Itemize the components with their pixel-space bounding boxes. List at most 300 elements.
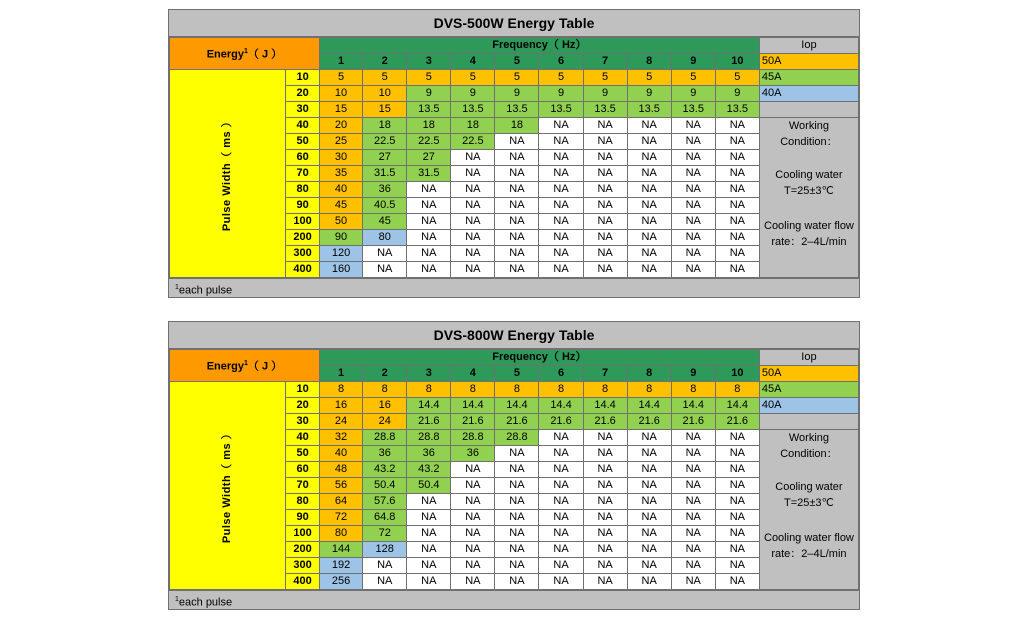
energy-cell: NA — [627, 558, 671, 574]
pulse-width-value: 10 — [286, 70, 319, 86]
working-condition-label: Working Condition： — [780, 120, 838, 148]
frequency-value: 2 — [363, 366, 407, 382]
energy-cell: NA — [627, 462, 671, 478]
energy-cell: 13.5 — [715, 102, 759, 118]
frequency-value: 2 — [363, 54, 407, 70]
energy-cell: 14.4 — [539, 398, 583, 414]
energy-cell: 21.6 — [671, 414, 715, 430]
energy-cell: 16 — [319, 398, 362, 414]
energy-cell: NA — [407, 542, 451, 558]
energy-cell: NA — [407, 198, 451, 214]
pulse-width-header — [170, 70, 286, 278]
energy-cell: NA — [627, 246, 671, 262]
energy-cell: 50 — [319, 214, 362, 230]
energy-cell: NA — [495, 526, 539, 542]
energy-cell: 24 — [363, 414, 407, 430]
energy-cell: 9 — [451, 86, 495, 102]
energy-cell: 10 — [363, 86, 407, 102]
pulse-width-value: 200 — [286, 230, 319, 246]
energy-cell: NA — [583, 166, 627, 182]
energy-cell: 14.4 — [715, 398, 759, 414]
cooling-flow-rate-label: rate：2–4L/min — [771, 236, 847, 248]
energy-cell: 48 — [319, 462, 362, 478]
energy-cell: 28.8 — [363, 430, 407, 446]
energy-cell: 8 — [583, 382, 627, 398]
energy-cell: NA — [583, 510, 627, 526]
energy-cell: NA — [583, 526, 627, 542]
energy-cell: NA — [715, 166, 759, 182]
energy-cell: NA — [451, 542, 495, 558]
energy-cell: NA — [627, 182, 671, 198]
energy-cell: NA — [539, 182, 583, 198]
table-row — [170, 70, 859, 86]
energy-cell: NA — [539, 134, 583, 150]
energy-cell: NA — [715, 246, 759, 262]
frequency-value: 3 — [407, 54, 451, 70]
cooling-temp-label: T=25±3℃ — [783, 497, 834, 509]
energy-cell: NA — [583, 542, 627, 558]
energy-cell: NA — [495, 558, 539, 574]
energy-cell: 21.6 — [451, 414, 495, 430]
energy-cell: 9 — [407, 86, 451, 102]
energy-cell: 5 — [363, 70, 407, 86]
cooling-flow-label: Cooling water flow — [764, 220, 854, 232]
table-title: DVS-500W Energy Table — [169, 10, 859, 37]
energy-grid — [169, 349, 859, 590]
energy-cell: 21.6 — [539, 414, 583, 430]
energy-cell: NA — [539, 214, 583, 230]
pulse-width-value: 300 — [286, 558, 319, 574]
energy-cell: NA — [451, 230, 495, 246]
energy-cell: 13.5 — [407, 102, 451, 118]
pulse-width-value: 90 — [286, 510, 319, 526]
working-condition-panel — [759, 118, 858, 278]
pulse-width-value: 30 — [286, 102, 319, 118]
energy-cell: 64.8 — [363, 510, 407, 526]
energy-cell: 21.6 — [627, 414, 671, 430]
pulse-width-label: Pulse Width（ ms ） — [221, 115, 234, 232]
energy-cell: NA — [539, 230, 583, 246]
energy-cell: NA — [495, 494, 539, 510]
energy-cell: 15 — [363, 102, 407, 118]
pulse-width-value: 100 — [286, 214, 319, 230]
energy-cell: NA — [715, 446, 759, 462]
energy-unit: （ J ） — [247, 360, 283, 373]
energy-cell: NA — [539, 574, 583, 590]
energy-cell: 36 — [363, 446, 407, 462]
iop-header: Iop — [759, 350, 858, 366]
energy-cell: NA — [495, 574, 539, 590]
energy-grid — [169, 37, 859, 278]
energy-cell: NA — [715, 214, 759, 230]
energy-cell: 13.5 — [495, 102, 539, 118]
energy-cell: NA — [627, 134, 671, 150]
energy-cell: NA — [495, 510, 539, 526]
energy-cell: NA — [495, 182, 539, 198]
energy-cell: 80 — [319, 526, 362, 542]
energy-cell: 22.5 — [451, 134, 495, 150]
energy-cell: NA — [539, 118, 583, 134]
energy-cell: NA — [627, 214, 671, 230]
energy-cell: NA — [671, 574, 715, 590]
energy-cell: 8 — [715, 382, 759, 398]
energy-cell: NA — [627, 262, 671, 278]
energy-cell: 30 — [319, 150, 362, 166]
energy-cell: 14.4 — [451, 398, 495, 414]
pulse-width-value: 10 — [286, 382, 319, 398]
frequency-value: 6 — [539, 54, 583, 70]
energy-cell: NA — [451, 150, 495, 166]
energy-cell: NA — [495, 462, 539, 478]
energy-cell: 50.4 — [363, 478, 407, 494]
energy-cell: NA — [407, 558, 451, 574]
energy-cell: NA — [495, 246, 539, 262]
energy-cell: 35 — [319, 166, 362, 182]
energy-cell: NA — [583, 134, 627, 150]
pulse-width-value: 20 — [286, 86, 319, 102]
legend-40a: 40A — [759, 398, 858, 414]
energy-cell: NA — [363, 558, 407, 574]
energy-cell: 24 — [319, 414, 362, 430]
energy-cell: 45 — [363, 214, 407, 230]
energy-cell: NA — [671, 246, 715, 262]
footnote — [169, 590, 859, 609]
energy-cell: NA — [583, 494, 627, 510]
energy-cell: 40 — [319, 446, 362, 462]
frequency-value: 9 — [671, 366, 715, 382]
energy-cell: 128 — [363, 542, 407, 558]
energy-cell: NA — [539, 262, 583, 278]
energy-cell: 13.5 — [539, 102, 583, 118]
energy-cell: 20 — [319, 118, 362, 134]
pulse-width-value: 400 — [286, 262, 319, 278]
energy-cell: NA — [539, 166, 583, 182]
energy-cell: 36 — [407, 446, 451, 462]
energy-cell: 5 — [539, 70, 583, 86]
energy-cell: NA — [495, 262, 539, 278]
energy-cell: 32 — [319, 430, 362, 446]
energy-cell: 90 — [319, 230, 362, 246]
frequency-value: 3 — [407, 366, 451, 382]
energy-label: Energy — [206, 360, 244, 373]
frequency-value: 4 — [451, 366, 495, 382]
energy-cell: NA — [407, 510, 451, 526]
pulse-width-value: 60 — [286, 462, 319, 478]
frequency-value: 10 — [715, 366, 759, 382]
energy-cell: 8 — [495, 382, 539, 398]
energy-cell: NA — [583, 230, 627, 246]
energy-header — [170, 38, 320, 70]
pulse-width-value: 300 — [286, 246, 319, 262]
energy-cell: NA — [583, 150, 627, 166]
energy-cell: 14.4 — [583, 398, 627, 414]
energy-cell: 8 — [451, 382, 495, 398]
energy-cell: NA — [715, 134, 759, 150]
energy-cell: NA — [407, 246, 451, 262]
energy-cell: NA — [539, 198, 583, 214]
pulse-width-label: Pulse Width（ ms ） — [221, 427, 234, 544]
energy-cell: 5 — [627, 70, 671, 86]
energy-cell: 28.8 — [495, 430, 539, 446]
energy-cell: 13.5 — [627, 102, 671, 118]
energy-cell: NA — [451, 462, 495, 478]
energy-cell: NA — [539, 526, 583, 542]
energy-cell: NA — [627, 198, 671, 214]
energy-cell: 28.8 — [451, 430, 495, 446]
energy-cell: NA — [715, 462, 759, 478]
energy-cell: NA — [671, 494, 715, 510]
energy-cell: NA — [451, 574, 495, 590]
energy-cell: NA — [451, 510, 495, 526]
energy-cell: 18 — [451, 118, 495, 134]
energy-cell: NA — [583, 430, 627, 446]
energy-cell: NA — [407, 526, 451, 542]
energy-cell: 64 — [319, 494, 362, 510]
energy-cell: NA — [715, 478, 759, 494]
energy-cell: NA — [627, 526, 671, 542]
frequency-value: 6 — [539, 366, 583, 382]
energy-cell: NA — [671, 214, 715, 230]
energy-cell: NA — [715, 558, 759, 574]
cooling-flow-label: Cooling water flow — [764, 532, 854, 544]
energy-cell: NA — [627, 478, 671, 494]
side-spacer — [759, 414, 858, 430]
frequency-value: 4 — [451, 54, 495, 70]
energy-cell: NA — [451, 246, 495, 262]
energy-cell: NA — [671, 182, 715, 198]
frequency-value: 7 — [583, 366, 627, 382]
pulse-width-value: 80 — [286, 494, 319, 510]
cooling-temp-label: T=25±3℃ — [783, 185, 834, 197]
cooling-water-label: Cooling water — [775, 481, 843, 493]
footnote-marker: 1 — [244, 48, 248, 56]
energy-cell: NA — [671, 542, 715, 558]
energy-cell: 22.5 — [363, 134, 407, 150]
energy-cell: NA — [671, 510, 715, 526]
energy-cell: 40 — [319, 182, 362, 198]
energy-cell: NA — [671, 166, 715, 182]
frequency-value: 1 — [319, 366, 362, 382]
energy-cell: 9 — [539, 86, 583, 102]
header-row — [170, 350, 859, 366]
energy-cell: NA — [583, 118, 627, 134]
energy-cell: 9 — [583, 86, 627, 102]
energy-cell: 40.5 — [363, 198, 407, 214]
energy-cell: NA — [671, 262, 715, 278]
energy-cell: 57.6 — [363, 494, 407, 510]
cooling-flow-rate-label: rate：2–4L/min — [771, 548, 847, 560]
energy-cell: NA — [715, 494, 759, 510]
frequency-header: Frequency（ Hz） — [319, 350, 759, 366]
energy-cell: 8 — [407, 382, 451, 398]
header-row — [170, 38, 859, 54]
pulse-width-value: 70 — [286, 478, 319, 494]
energy-table-500w — [168, 9, 860, 298]
energy-cell: 9 — [627, 86, 671, 102]
cooling-water-label: Cooling water — [775, 169, 843, 181]
energy-cell: NA — [539, 542, 583, 558]
pulse-width-value: 100 — [286, 526, 319, 542]
pulse-width-value: 400 — [286, 574, 319, 590]
energy-cell: NA — [495, 446, 539, 462]
energy-cell: 192 — [319, 558, 362, 574]
footnote-marker: 1 — [175, 284, 179, 291]
energy-cell: 16 — [363, 398, 407, 414]
energy-cell: 27 — [363, 150, 407, 166]
footnote-text: each pulse — [178, 284, 233, 297]
energy-cell: 256 — [319, 574, 362, 590]
energy-cell: NA — [363, 574, 407, 590]
energy-cell: NA — [627, 574, 671, 590]
energy-cell: NA — [495, 166, 539, 182]
energy-cell: NA — [715, 182, 759, 198]
energy-cell: NA — [671, 230, 715, 246]
pulse-width-value: 30 — [286, 414, 319, 430]
frequency-value: 10 — [715, 54, 759, 70]
energy-cell: 13.5 — [583, 102, 627, 118]
energy-label: Energy — [206, 48, 244, 61]
energy-cell: NA — [451, 182, 495, 198]
pulse-width-value: 200 — [286, 542, 319, 558]
energy-cell: 9 — [671, 86, 715, 102]
energy-cell: NA — [583, 246, 627, 262]
energy-cell: 21.6 — [495, 414, 539, 430]
energy-cell: 18 — [407, 118, 451, 134]
legend-50a: 50A — [759, 54, 858, 70]
table-title: DVS-800W Energy Table — [169, 322, 859, 349]
legend-45a: 45A — [759, 382, 858, 398]
energy-cell: NA — [583, 446, 627, 462]
energy-cell: NA — [671, 134, 715, 150]
energy-cell: 5 — [407, 70, 451, 86]
energy-cell: NA — [627, 510, 671, 526]
footnote-marker: 1 — [175, 596, 179, 603]
energy-cell: 5 — [319, 70, 362, 86]
energy-cell: NA — [671, 198, 715, 214]
frequency-value: 8 — [627, 54, 671, 70]
working-condition-panel — [759, 430, 858, 590]
energy-cell: 43.2 — [407, 462, 451, 478]
pulse-width-value: 40 — [286, 118, 319, 134]
energy-cell: 9 — [715, 86, 759, 102]
energy-cell: NA — [627, 150, 671, 166]
energy-cell: 21.6 — [715, 414, 759, 430]
energy-cell: NA — [539, 462, 583, 478]
energy-cell: 21.6 — [583, 414, 627, 430]
legend-50a: 50A — [759, 366, 858, 382]
energy-cell: NA — [451, 526, 495, 542]
energy-cell: 56 — [319, 478, 362, 494]
frequency-value: 5 — [495, 366, 539, 382]
energy-cell: NA — [627, 430, 671, 446]
energy-cell: NA — [495, 198, 539, 214]
frequency-value: 8 — [627, 366, 671, 382]
energy-cell: NA — [495, 230, 539, 246]
energy-cell: 31.5 — [407, 166, 451, 182]
energy-cell: NA — [407, 494, 451, 510]
energy-cell: 5 — [671, 70, 715, 86]
energy-header — [170, 350, 320, 382]
energy-cell: 14.4 — [495, 398, 539, 414]
energy-cell: NA — [583, 198, 627, 214]
energy-cell: NA — [495, 542, 539, 558]
energy-cell: 28.8 — [407, 430, 451, 446]
legend-45a: 45A — [759, 70, 858, 86]
energy-cell: NA — [539, 246, 583, 262]
legend-40a: 40A — [759, 86, 858, 102]
energy-cell: NA — [583, 214, 627, 230]
energy-cell: 21.6 — [407, 414, 451, 430]
frequency-value: 5 — [495, 54, 539, 70]
energy-cell: 9 — [495, 86, 539, 102]
energy-unit: （ J ） — [247, 48, 283, 61]
energy-cell: 8 — [539, 382, 583, 398]
energy-cell: 14.4 — [627, 398, 671, 414]
energy-cell: NA — [583, 182, 627, 198]
energy-cell: 5 — [451, 70, 495, 86]
energy-cell: NA — [671, 558, 715, 574]
energy-cell: NA — [539, 510, 583, 526]
energy-cell: 18 — [363, 118, 407, 134]
energy-cell: NA — [671, 462, 715, 478]
energy-cell: NA — [671, 478, 715, 494]
pulse-width-value: 50 — [286, 446, 319, 462]
energy-cell: NA — [715, 118, 759, 134]
pulse-width-value: 90 — [286, 198, 319, 214]
energy-cell: NA — [407, 230, 451, 246]
energy-cell: NA — [407, 182, 451, 198]
energy-cell: 5 — [495, 70, 539, 86]
energy-cell: NA — [495, 214, 539, 230]
working-condition-label: Working Condition： — [780, 432, 838, 460]
pulse-width-value: 20 — [286, 398, 319, 414]
energy-cell: NA — [715, 526, 759, 542]
energy-cell: NA — [451, 478, 495, 494]
energy-cell: NA — [627, 446, 671, 462]
energy-cell: 10 — [319, 86, 362, 102]
energy-cell: NA — [495, 134, 539, 150]
energy-cell: 43.2 — [363, 462, 407, 478]
energy-cell: NA — [495, 478, 539, 494]
energy-cell: NA — [539, 150, 583, 166]
energy-cell: 8 — [671, 382, 715, 398]
frequency-value: 9 — [671, 54, 715, 70]
pulse-width-header — [170, 382, 286, 590]
energy-cell: NA — [583, 478, 627, 494]
energy-cell: 80 — [363, 230, 407, 246]
energy-cell: NA — [627, 494, 671, 510]
energy-cell: 72 — [319, 510, 362, 526]
energy-cell: 8 — [319, 382, 362, 398]
energy-cell: NA — [715, 430, 759, 446]
energy-cell: NA — [363, 262, 407, 278]
energy-cell: NA — [451, 494, 495, 510]
energy-cell: NA — [407, 574, 451, 590]
energy-cell: 72 — [363, 526, 407, 542]
energy-cell: NA — [451, 198, 495, 214]
frequency-value: 7 — [583, 54, 627, 70]
energy-cell: NA — [407, 214, 451, 230]
energy-cell: NA — [451, 166, 495, 182]
energy-cell: 14.4 — [407, 398, 451, 414]
footnote-marker: 1 — [244, 360, 248, 368]
energy-cell: 13.5 — [451, 102, 495, 118]
energy-cell: 31.5 — [363, 166, 407, 182]
energy-cell: NA — [495, 150, 539, 166]
footnote — [169, 278, 859, 297]
energy-cell: NA — [671, 526, 715, 542]
energy-cell: NA — [627, 542, 671, 558]
